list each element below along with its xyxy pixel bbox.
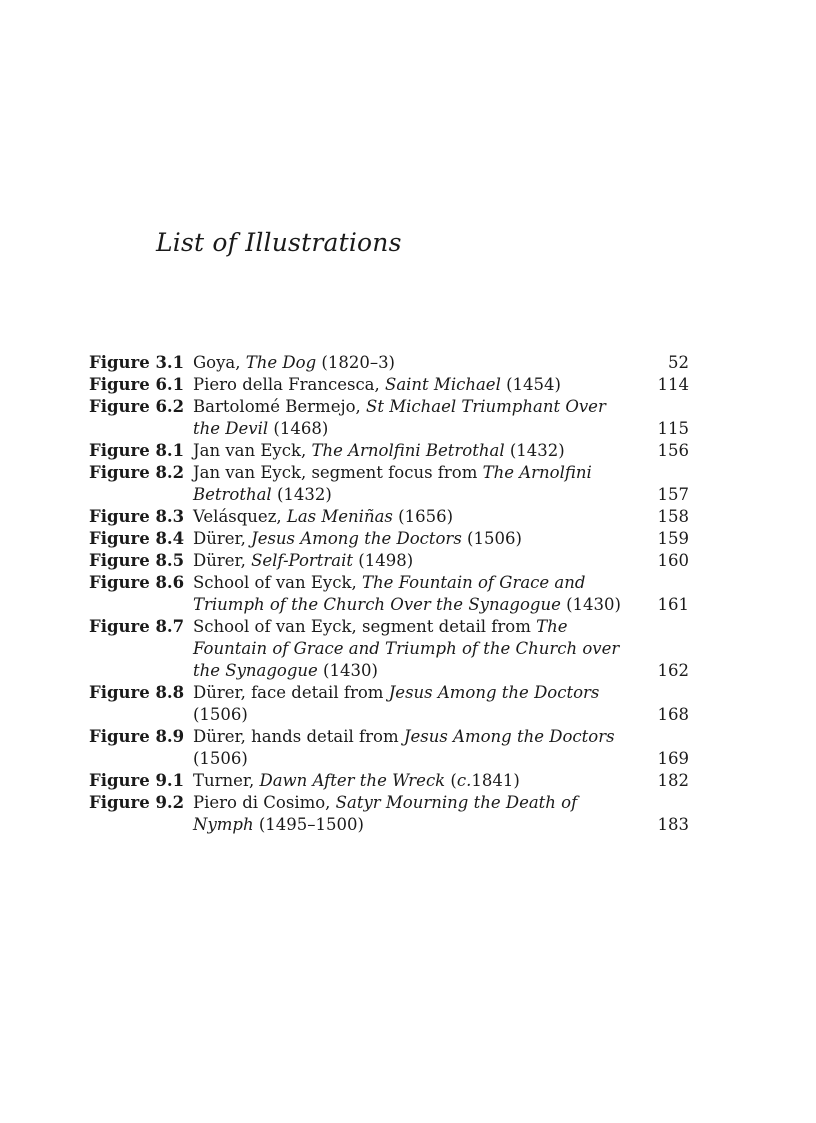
figure-caption [193, 374, 641, 396]
caption-italic-segment: c. [456, 771, 472, 790]
list-item [89, 396, 689, 440]
caption-italic-segment: Self-Portrait [251, 551, 354, 570]
illustration-list [89, 352, 689, 836]
caption-segment: (1430) [317, 661, 378, 680]
caption-segment: (1495–1500) [253, 815, 364, 834]
figure-label: Figure 6.2 [89, 397, 185, 416]
list-item [89, 462, 689, 506]
figure-label: Figure 8.3 [89, 507, 185, 526]
list-item [89, 726, 689, 770]
page-number: 156 [657, 441, 689, 460]
page-number: 114 [657, 375, 689, 394]
caption-segment: (1430) [560, 595, 621, 614]
list-item [89, 550, 689, 572]
list-item [89, 506, 689, 528]
caption-segment: (1498) [353, 551, 414, 570]
caption-segment: (1454) [500, 375, 561, 394]
figure-label: Figure 8.8 [89, 683, 185, 702]
caption-italic-segment: Jesus Among the Doctors [251, 529, 462, 548]
caption-segment: ( [445, 771, 457, 790]
caption-segment: (1432) [504, 441, 565, 460]
caption-segment: Turner, [193, 771, 260, 790]
figure-caption [193, 440, 641, 462]
figure-caption [193, 528, 641, 550]
list-item [89, 616, 689, 682]
list-item [89, 682, 689, 726]
caption-italic-segment: The Fountain of Grace and Triumph of the Church Over the Synagogue [193, 573, 586, 614]
list-item [89, 770, 689, 792]
caption-segment: Dürer, [193, 529, 252, 548]
caption-segment: Dürer, [193, 551, 252, 570]
list-item [89, 792, 689, 836]
figure-caption [193, 770, 641, 792]
page-number: 160 [657, 551, 689, 570]
caption-segment: (1656) [392, 507, 454, 526]
caption-italic-segment: Saint Michael [385, 375, 501, 394]
caption-italic-segment: The Fountain of Grace and Triumph of the Church over the Synagogue [193, 617, 620, 680]
figure-caption [193, 550, 641, 572]
figure-caption [193, 462, 641, 506]
list-item [89, 352, 689, 374]
caption-segment: (1432) [271, 485, 332, 504]
caption-italic-segment: The Dog [245, 353, 317, 372]
figure-label: Figure 3.1 [89, 353, 185, 372]
figure-label: Figure 8.4 [89, 529, 185, 548]
page-title: List of Illustrations [156, 228, 402, 257]
page-number: 161 [657, 595, 689, 614]
caption-italic-segment: Jesus Among the Doctors [388, 683, 600, 702]
caption-segment: (1506) [193, 749, 248, 768]
caption-segment: (1820–3) [316, 353, 395, 372]
figure-label: Figure 8.7 [89, 617, 185, 636]
caption-segment: (1468) [268, 419, 329, 438]
caption-italic-segment: Dawn After the Wreck [259, 771, 446, 790]
figure-label: Figure 9.2 [89, 793, 185, 812]
caption-segment: (1506) [193, 705, 248, 724]
page-number: 115 [657, 419, 689, 438]
caption-segment: Piero della Francesca, [193, 375, 386, 394]
page-number: 182 [657, 771, 689, 790]
caption-segment: Dürer, hands detail from [193, 727, 404, 746]
list-item [89, 374, 689, 396]
figure-label: Figure 8.1 [89, 441, 185, 460]
figure-label: Figure 6.1 [89, 375, 185, 394]
caption-italic-segment: Satyr Mourning the Death of Nymph [193, 793, 578, 834]
page-number: 157 [657, 485, 689, 504]
caption-italic-segment: Las Meniñas [286, 507, 393, 526]
caption-segment: (1506) [461, 529, 522, 548]
list-item [89, 572, 689, 616]
caption-italic-segment: The Arnolfini Betrothal [193, 463, 592, 504]
caption-italic-segment: St Michael Triumphant Over the Devil [193, 397, 606, 438]
caption-segment: Jan van Eyck, segment focus from [193, 463, 483, 482]
caption-segment: School of van Eyck, segment detail from [193, 617, 537, 636]
page-number: 183 [657, 815, 689, 834]
page-number: 159 [657, 529, 689, 548]
caption-segment: Piero di Cosimo, [193, 793, 336, 812]
page-number: 162 [657, 661, 689, 680]
caption-italic-segment: The Arnolfini Betrothal [311, 441, 505, 460]
page-number: 169 [657, 749, 689, 768]
figure-label: Figure 8.9 [89, 727, 185, 746]
page-number: 168 [657, 705, 689, 724]
figure-label: Figure 8.2 [89, 463, 185, 482]
caption-segment: 1841) [471, 771, 520, 790]
caption-segment: Dürer, face detail from [193, 683, 389, 702]
figure-caption [193, 396, 641, 440]
figure-caption [193, 682, 641, 726]
figure-label: Figure 9.1 [89, 771, 185, 790]
caption-segment: Bartolomé Bermejo, [193, 397, 367, 416]
caption-segment: Velásquez, [193, 507, 287, 526]
figure-caption [193, 726, 641, 770]
figure-label: Figure 8.5 [89, 551, 185, 570]
caption-segment: Jan van Eyck, [193, 441, 312, 460]
page-number: 52 [668, 353, 689, 372]
page-number: 158 [657, 507, 689, 526]
figure-caption [193, 352, 641, 374]
caption-segment: Goya, [193, 353, 246, 372]
figure-caption [193, 616, 641, 682]
figure-label: Figure 8.6 [89, 573, 185, 592]
figure-caption [193, 506, 641, 528]
caption-italic-segment: Jesus Among the Doctors [403, 727, 615, 746]
caption-segment: School of van Eyck, [193, 573, 362, 592]
list-item [89, 528, 689, 550]
figure-caption [193, 792, 641, 836]
figure-caption [193, 572, 641, 616]
list-item [89, 440, 689, 462]
